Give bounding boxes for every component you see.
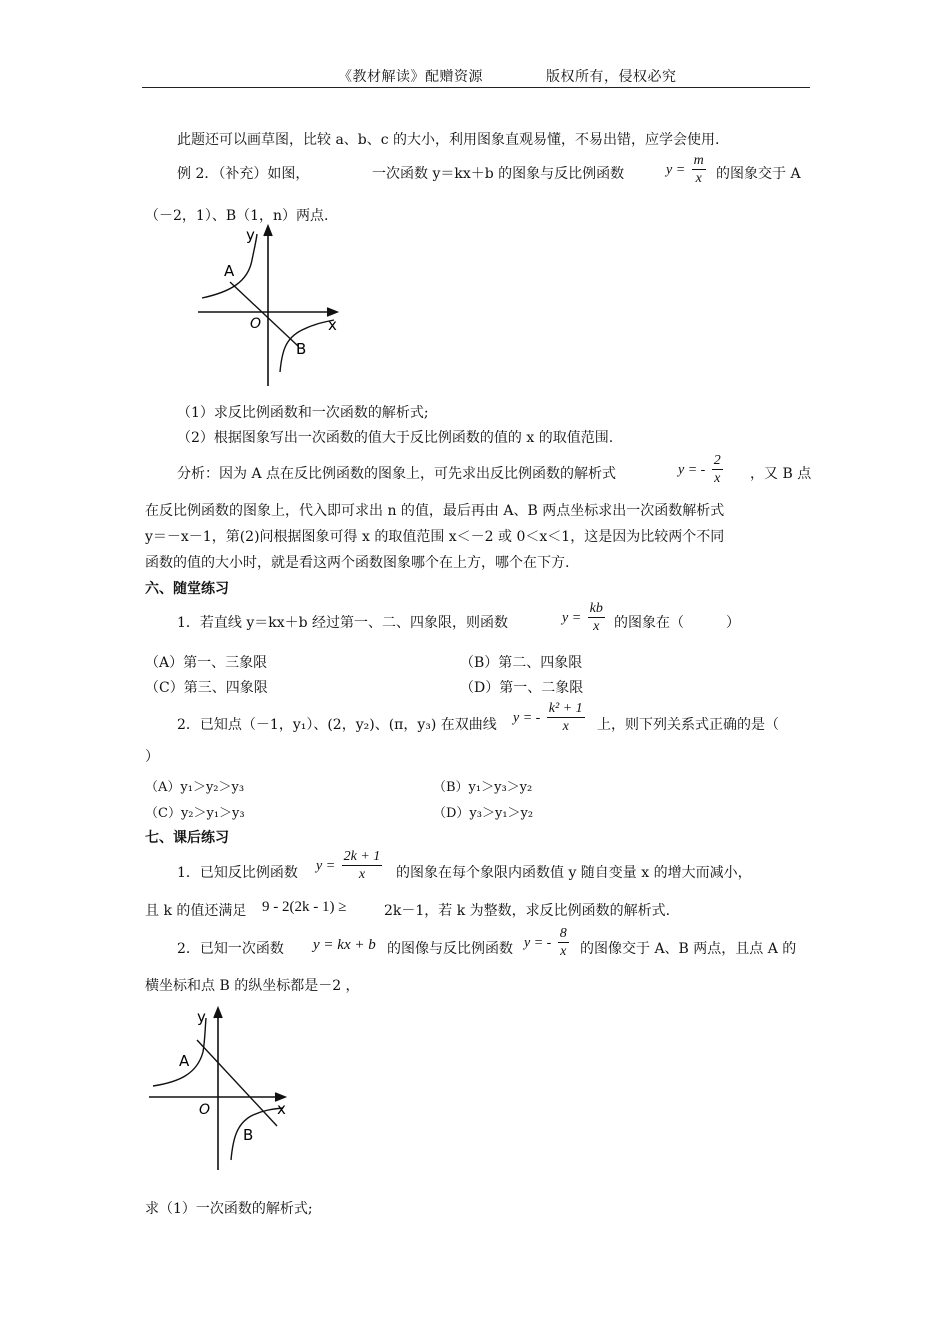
formula-neg-8-over-x: y = - $\frac{8}{x}$ [524, 926, 567, 959]
point-b-label: B [243, 1126, 254, 1144]
example-2-label: 例 2．（补充）如图， [177, 166, 310, 182]
formula-kb-over-x: y = $\frac{kb}{x}$ [562, 601, 603, 634]
exercise-2-end: 上，则下列关系式正确的是（ [597, 717, 779, 733]
option-c: （C）第三、四象限 [145, 680, 268, 696]
figure-hyperbola-2 [145, 1000, 305, 1175]
point-a-label: A [224, 262, 235, 280]
axis-lines [149, 1008, 285, 1170]
formula-k2-plus-1-over-x: y = - $\frac{\text{k² + 1}}{x}$ [513, 701, 583, 734]
option-a: （A）y₁＞y₂＞y₃ [145, 780, 245, 795]
homework-1-line-2: 且 k 的值还满足 [145, 903, 247, 919]
axis-lines [198, 226, 337, 386]
exercise-2: 2．已知点（－1，y₁）、(2，y₂)、(π，y₃) 在双曲线 [177, 717, 497, 733]
option-d: （D）y₃＞y₁＞y₂ [433, 806, 534, 821]
section-heading-7: 七、课后练习 [145, 830, 229, 846]
analysis-line-2: 在反比例函数的图象上，代入即可求出 n 的值，最后再由 A、B 两点坐标求出一次函数解析式 [145, 503, 725, 519]
line-ab [230, 282, 298, 346]
figure-hyperbola-1 [190, 220, 350, 392]
question-1: （1）求反比例函数和一次函数的解析式; [177, 405, 429, 421]
analysis-line-1-end: ，又 B 点 [750, 466, 812, 482]
header-left: 《教材解读》配赠资源 [338, 69, 483, 85]
hyperbola-branch-right [231, 1108, 283, 1160]
inequality-expression: 9 - 2(2k - 1) ≥ [262, 899, 347, 915]
homework-1-end: 的图象在每个象限内函数值 y 随自变量 x 的增大而减小， [396, 865, 752, 881]
y-axis-label: y [197, 1008, 206, 1026]
formula-neg-2-over-x: y = - $\frac{2}{x}$ [678, 453, 721, 486]
hyperbola-branch-right [280, 320, 334, 372]
linear-function-expression: y = kx + b [313, 937, 376, 953]
section-heading-6: 六、随堂练习 [145, 581, 229, 597]
x-axis-label: x [277, 1100, 286, 1118]
header-rule [142, 87, 810, 88]
homework-1: 1．已知反比例函数 [177, 865, 298, 881]
formula-m-over-x: y = $\frac{m}{x}$ [666, 153, 704, 186]
formula-2k-plus-1-over-x: y = $\frac{2k + 1}{x}$ [316, 849, 381, 882]
homework-2-line-2: 横坐标和点 B 的纵坐标都是－2 ， [145, 978, 360, 994]
option-a: （A）第一、三象限 [145, 655, 268, 671]
question-2: （2）根据图象写出一次函数的值大于反比例函数的值的 x 的取值范围. [177, 430, 614, 446]
analysis-line-4: 函数的值的大小时，就是看这两个函数图象哪个在上方，哪个在下方. [145, 555, 570, 571]
homework-2-text-end: 的图像交于 A、B 两点，且点 A 的 [580, 941, 797, 957]
point-a-label: A [179, 1052, 190, 1070]
homework-2-text: 的图像与反比例函数 [387, 941, 513, 957]
point-b-label: B [296, 340, 307, 358]
option-d: （D）第一、二象限 [460, 680, 584, 696]
exercise-1-end: 的图象在（ ） [614, 615, 740, 631]
y-axis-label: y [246, 226, 255, 244]
homework-2-question: 求（1）一次函数的解析式; [145, 1201, 313, 1217]
header-right: 版权所有，侵权必究 [546, 69, 677, 85]
example-2-text-end: 的图象交于 A [716, 166, 801, 182]
homework-1-line-2-end: 2k－1，若 k 为整数，求反比例函数的解析式. [384, 903, 671, 919]
example-2-points: （－2，1）、B（1，n）两点. [145, 208, 329, 224]
paragraph: 此题还可以画草图，比较 a、b、c 的大小，利用图象直观易懂，不易出错，应学会使用. [177, 132, 720, 148]
x-axis-label: x [328, 316, 337, 334]
analysis-line-3: y＝－x－1，第(2)问根据图象可得 x 的取值范围 x＜－2 或 0＜x＜1，这是因为比较两个不同 [145, 529, 725, 545]
analysis-line-1: 分析：因为 A 点在反比例函数的图象上，可先求出反比例函数的解析式 [177, 466, 617, 482]
homework-2: 2．已知一次函数 [177, 941, 284, 957]
origin-label: O [250, 316, 262, 332]
exercise-2-close: ） [145, 749, 159, 765]
exercise-1: 1．若直线 y＝kx＋b 经过第一、二、四象限，则函数 [177, 615, 509, 631]
option-b: （B）第二、四象限 [460, 655, 583, 671]
option-c: （C）y₂＞y₁＞y₃ [145, 806, 245, 821]
example-2-text: 一次函数 y＝kx＋b 的图象与反比例函数 [372, 166, 625, 182]
option-b: （B）y₁＞y₃＞y₂ [433, 780, 533, 795]
origin-label: O [199, 1102, 211, 1118]
